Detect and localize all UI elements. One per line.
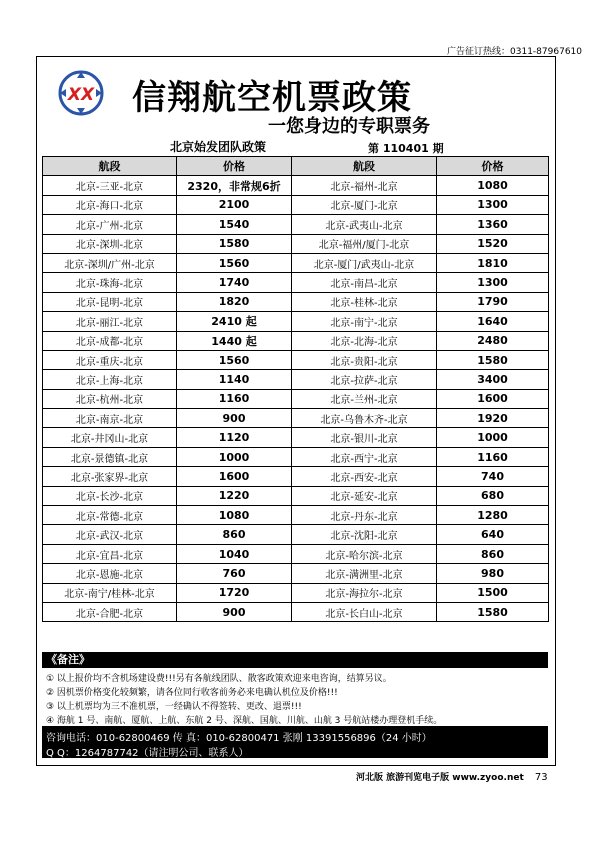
price-cell: 2410 起 [177,312,292,331]
table-row [43,312,549,331]
price-cell: 1520 [437,234,549,253]
route-cell: 北京-长白山-北京 [292,602,437,621]
footer-text: 河北版 旅游刊览电子版 www.zyoo.net [356,773,524,783]
contact-bar [42,726,548,758]
route-cell: 北京-福州/厦门-北京 [292,234,437,253]
brand-slogan: 一您身边的专职票务 [268,116,430,137]
price-cell: 1580 [437,350,549,369]
table-row [43,331,549,350]
price-cell: 1440 起 [177,331,292,350]
route-cell: 北京-南宁-北京 [292,312,437,331]
price-cell: 1140 [177,370,292,389]
policy-subtitle: 北京始发团队政策 [170,140,267,154]
fare-table-header [43,157,549,176]
route-cell: 北京-乌鲁木齐-北京 [292,409,437,428]
issue-number: 第 110401 期 [368,142,444,155]
route-cell: 北京-三亚-北京 [43,176,177,195]
header-route: 航段 [292,157,437,176]
route-cell: 北京-南京-北京 [43,409,177,428]
table-row [43,234,549,253]
price-cell: 1300 [437,273,549,292]
route-cell: 北京-广州-北京 [43,215,177,234]
logo-text: XX [67,85,95,105]
route-cell: 北京-南昌-北京 [292,273,437,292]
price-cell: 740 [437,467,549,486]
route-cell: 北京-哈尔滨-北京 [292,544,437,563]
price-cell: 1360 [437,215,549,234]
price-cell: 1600 [177,467,292,486]
price-cell: 1810 [437,253,549,272]
price-cell: 640 [437,525,549,544]
note-item: ③ 以上机票均为三不准机票，一经确认不得签转、更改、退票!!! [46,702,302,712]
route-cell: 北京-合肥-北京 [43,602,177,621]
price-cell: 1560 [177,350,292,369]
table-row [43,292,549,311]
price-cell: 1080 [437,176,549,195]
header-route: 航段 [43,157,177,176]
route-cell: 北京-厦门/武夷山-北京 [292,253,437,272]
route-cell: 北京-海拉尔-北京 [292,583,437,602]
notes-title: 《备注》 [42,652,548,668]
table-row [43,389,549,408]
price-cell: 980 [437,564,549,583]
route-cell: 北京-昆明-北京 [43,292,177,311]
table-row [43,273,549,292]
header-price: 价格 [437,157,549,176]
table-row [43,370,549,389]
route-cell: 北京-延安-北京 [292,486,437,505]
table-row [43,176,549,195]
price-cell: 1160 [437,447,549,466]
price-cell: 1720 [177,583,292,602]
fare-table [42,156,549,622]
price-cell: 1280 [437,506,549,525]
route-cell: 北京-张家界-北京 [43,467,177,486]
route-cell: 北京-深圳-北京 [43,234,177,253]
price-cell: 900 [177,409,292,428]
price-cell: 2480 [437,331,549,350]
price-cell: 1740 [177,273,292,292]
route-cell: 北京-银川-北京 [292,428,437,447]
page-footer [356,770,548,783]
table-row [43,486,549,505]
xx-logo-icon [58,70,104,116]
table-row [43,506,549,525]
price-cell: 1790 [437,292,549,311]
route-cell: 北京-南宁/桂林-北京 [43,583,177,602]
table-row [43,350,549,369]
price-cell: 860 [177,525,292,544]
route-cell: 北京-长沙-北京 [43,486,177,505]
table-row [43,525,549,544]
price-cell: 1500 [437,583,549,602]
route-cell: 北京-海口-北京 [43,195,177,214]
price-cell: 1540 [177,215,292,234]
route-cell: 北京-贵阳-北京 [292,350,437,369]
price-cell: 2320，非常规6折 [177,176,292,195]
note-item: ① 以上报价均不含机场建设费!!!另有各航线团队、散客政策欢迎来电咨询，结算另议。 [46,674,392,684]
price-cell: 1920 [437,409,549,428]
route-cell: 北京-武汉-北京 [43,525,177,544]
price-cell: 1640 [437,312,549,331]
price-cell: 1220 [177,486,292,505]
table-row [43,195,549,214]
route-cell: 北京-西宁-北京 [292,447,437,466]
route-cell: 北京-成都-北京 [43,331,177,350]
route-cell: 北京-武夷山-北京 [292,215,437,234]
table-row [43,564,549,583]
route-cell: 北京-重庆-北京 [43,350,177,369]
route-cell: 北京-丽江-北京 [43,312,177,331]
price-cell: 760 [177,564,292,583]
table-row [43,409,549,428]
route-cell: 北京-西安-北京 [292,467,437,486]
price-cell: 2100 [177,195,292,214]
route-cell: 北京-景德镇-北京 [43,447,177,466]
contact-phones: 咨询电话：010-62800469 传 真：010-62800471 张刚 13391556896（24 小时） [46,733,432,744]
route-cell: 北京-桂林-北京 [292,292,437,311]
table-row [43,428,549,447]
price-cell: 860 [437,544,549,563]
header-price: 价格 [177,157,292,176]
route-cell: 北京-井冈山-北京 [43,428,177,447]
price-cell: 1120 [177,428,292,447]
price-cell: 1600 [437,389,549,408]
price-cell: 1000 [437,428,549,447]
price-cell: 1580 [437,602,549,621]
price-cell: 1820 [177,292,292,311]
route-cell: 北京-常德-北京 [43,506,177,525]
table-row [43,253,549,272]
table-row [43,447,549,466]
table-row [43,467,549,486]
table-row [43,602,549,621]
price-cell: 1160 [177,389,292,408]
route-cell: 北京-恩施-北京 [43,564,177,583]
route-cell: 北京-丹东-北京 [292,506,437,525]
route-cell: 北京-福州-北京 [292,176,437,195]
page-number: 73 [534,772,548,783]
price-cell: 680 [437,486,549,505]
price-cell: 1040 [177,544,292,563]
route-cell: 北京-上海-北京 [43,370,177,389]
table-row [43,215,549,234]
price-cell: 1000 [177,447,292,466]
route-cell: 北京-宜昌-北京 [43,544,177,563]
price-cell: 1300 [437,195,549,214]
route-cell: 北京-深圳/广州-北京 [43,253,177,272]
price-cell: 3400 [437,370,549,389]
ad-hotline: 广告征订热线：0311-87967610 [447,47,582,57]
price-cell: 1580 [177,234,292,253]
route-cell: 北京-兰州-北京 [292,389,437,408]
table-row [43,544,549,563]
route-cell: 北京-北海-北京 [292,331,437,350]
route-cell: 北京-满洲里-北京 [292,564,437,583]
route-cell: 北京-拉萨-北京 [292,370,437,389]
price-cell: 900 [177,602,292,621]
route-cell: 北京-沈阳-北京 [292,525,437,544]
price-cell: 1080 [177,506,292,525]
note-item: ④ 海航 1 号、南航、厦航、上航、东航 2 号、深航、国航、川航、山航 3 号航站楼办理登机手续。 [46,716,443,726]
contact-qq: Q Q：1264787742（请注明公司、联系人） [46,748,249,759]
price-cell: 1560 [177,253,292,272]
note-item: ② 因机票价格变化较频繁，请各位同行收客前务必来电确认机位及价格!!! [46,688,338,698]
route-cell: 北京-杭州-北京 [43,389,177,408]
route-cell: 北京-厦门-北京 [292,195,437,214]
table-row [43,583,549,602]
route-cell: 北京-珠海-北京 [43,273,177,292]
brand-name: 信翔航空机票政策 [132,78,412,118]
